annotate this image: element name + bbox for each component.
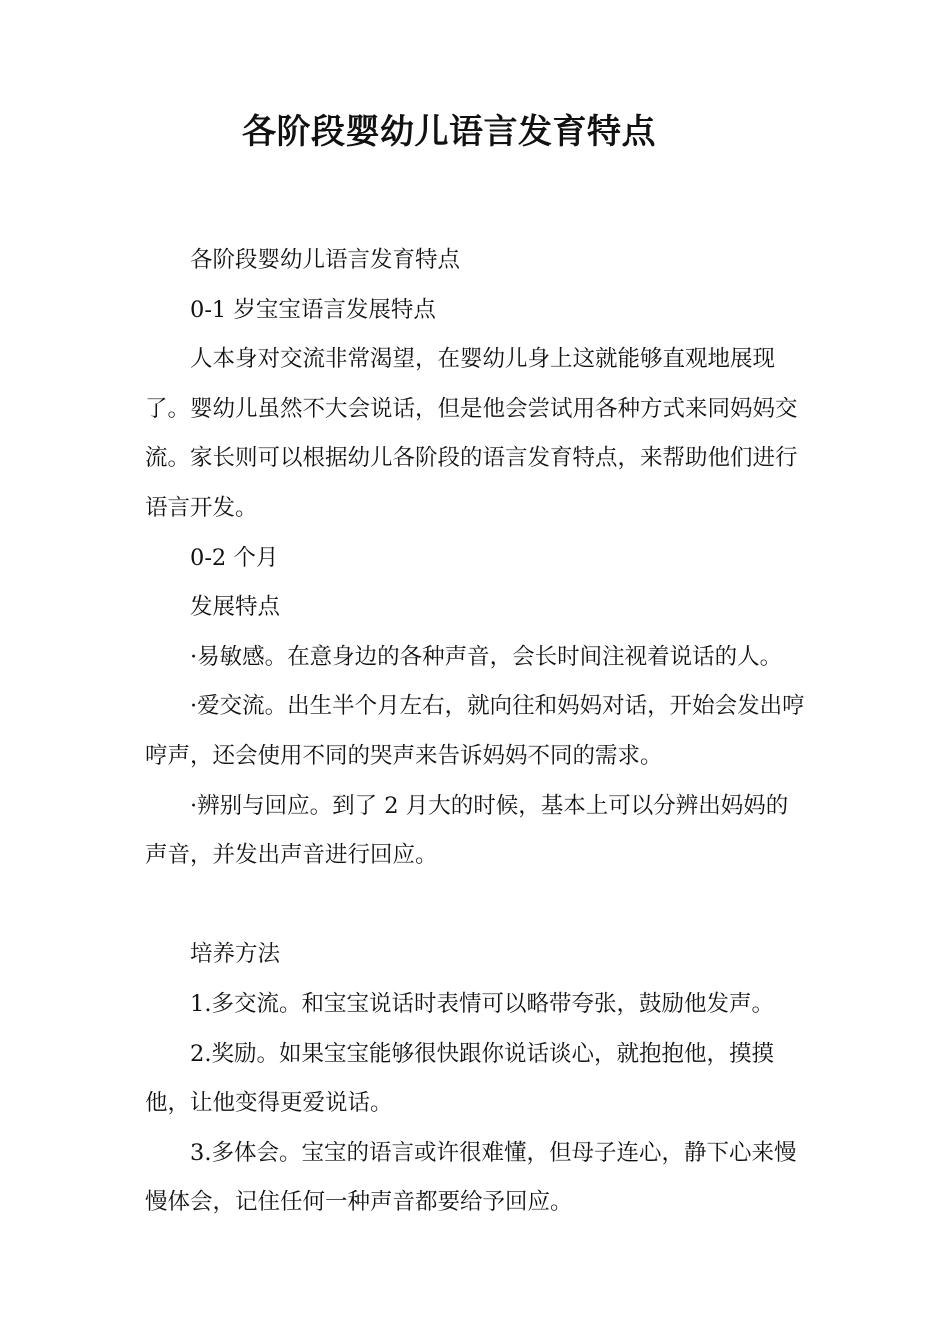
blank-line bbox=[145, 881, 810, 931]
feature-item-sensitive: ·易敏感。在意身边的各种声音，会长时间注视着说话的人。 bbox=[190, 643, 783, 670]
subsection-heading-0-1-years: 0-1 岁宝宝语言发展特点 bbox=[190, 296, 436, 323]
document-body bbox=[145, 236, 810, 1228]
development-features-heading: 发展特点 bbox=[190, 594, 281, 621]
method-item-1: 1.多交流。和宝宝说话时表情可以略带夸张，鼓励他发声。 bbox=[190, 990, 774, 1017]
feature-item-communication: ·爱交流。出生半个月左右，就向往和妈妈对话，开始会发出哼哼声，还会使用不同的哭声来告诉妈妈不同的需求。 bbox=[145, 693, 805, 769]
section-heading: 各阶段婴幼儿语言发育特点 bbox=[190, 247, 461, 273]
method-item-2: 2.奖励。如果宝宝能够很快跟你说话谈心，就抱抱他，摸摸他，让他变得更爱说话。 bbox=[145, 1040, 774, 1117]
training-methods-heading: 培养方法 bbox=[190, 941, 281, 968]
document-title: 各阶段婴幼儿语言发育特点 bbox=[242, 112, 656, 152]
age-range-heading: 0-2 个月 bbox=[190, 544, 279, 571]
intro-paragraph: 人本身对交流非常渴望，在婴幼儿身上这就能够直观地展现了。婴幼儿虽然不大会说话，但是他会尝试用各种方式来同妈妈交流。家长则可以根据幼儿各阶段的语言发育特点，来帮助他们进行语言开发。 bbox=[145, 346, 798, 521]
feature-item-recognition: ·辨别与回应。到了 2 月大的时候，基本上可以分辨出妈妈的声音，并发出声音进行回应。 bbox=[145, 792, 789, 869]
method-item-3: 3.多体会。宝宝的语言或许很难懂，但母子连心，静下心来慢慢体会，记住任何一种声音都要给予回应。 bbox=[145, 1139, 797, 1216]
